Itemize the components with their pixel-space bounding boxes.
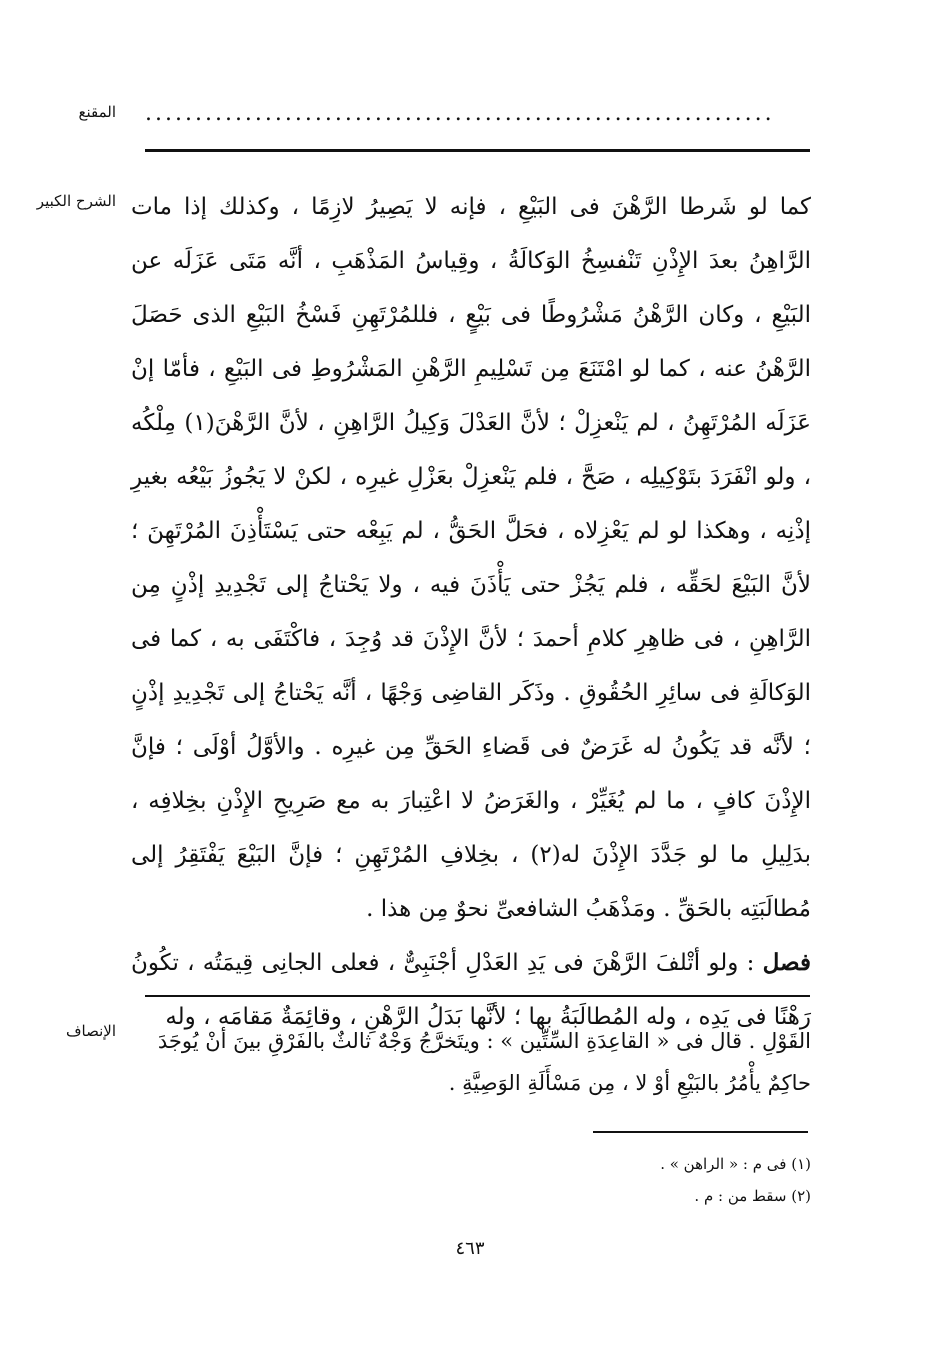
footnotes [411, 1148, 811, 1212]
header-rule [145, 149, 810, 152]
book-title: المقنع [78, 103, 116, 121]
footnote-1: (١) فى م : « الراهن » . [660, 1155, 811, 1173]
fasl-heading: فصل [762, 949, 811, 976]
footnote-2: (٢) سقط من : م . [694, 1187, 811, 1205]
header-dotted-leader: ............................................................... [145, 104, 775, 124]
main-commentary [131, 180, 811, 1044]
footnote-rule [593, 1131, 808, 1133]
section-divider [145, 995, 810, 997]
sharh-label: الشرح الكبير [36, 192, 116, 210]
page-number: ٤٦٣ [455, 1238, 485, 1259]
insaf-paragraph: القَوْلِ . قال فى « القاعِدَةِ السِّتِّين » : ويتَخرَّجُ وَجْهٌ ثالثٌ بالفَرْقِ بينَ أنْ يُوجَدَ حاكِمٌ يأْمُرُ بالبَيْعِ أوْ لا ، مِن مَسْأَلَةِ الوَصِيَّةِ . [157, 1029, 811, 1095]
fasl-text: : ولو أتْلفَ الرَّهْنَ فى يَدِ العَدْلِ أجْنَبِىٌّ ، فعلى الجانِى قِيمَتُه ، تكُونُ رَهْنًا فى يَدِه ، وله المُطالَبَةُ بها ؛ لأنَّها بَدَلُ الرَّهْنِ ، وقائِمَةٌ مَقامَه ، وله [131, 950, 811, 1030]
insaf-label: الإنصاف [65, 1022, 116, 1040]
insaf-section [131, 1020, 811, 1104]
commentary-paragraph: كما لو شَرطا الرَّهْنَ فى البَيْعِ ، فإنه لا يَصِيرُ لازِمًا ، وكذلك إذا مات الرَّاهِنُ بعدَ الإِذْنِ تَنْفسِخُ الوَكالَةُ ، وقِياسُ المَذْهَبِ ، أنَّه مَتَى عَزَلَه عن البَيْعِ ، وكان الرَّهْنُ مَشْرُوطًا فى بَيْعٍ ، فللمُرْتَهِنِ فَسْخُ البَيْعِ الذى حَصَلَ الرَّهْنُ عنه ، كما لو امْتَنَعَ مِن تَسْلِيمِ الرَّهْنِ المَشْرُوطِ فى البَيْعِ ، فأمّا إنْ عَزَلَه المُرْتَهِنُ ، لم يَنْعزِلْ ؛ لأنَّ العَدْلَ وَكِيلُ الرَّاهِنِ ، لأنَّ الرَّهْنَ(١) مِلْكُه ، ولو انْفَرَدَ بتَوْكِيلِه ، صَحَّ ، فلم يَنْعزِلْ بعَزْلِ غيرِه ، لكنْ لا يَجُوزُ بَيْعُه بغيرِ إذْنِه ، وهكذا لو لم يَعْزِلاه ، فحَلَّ الحَقُّ ، لم يَبِعْه حتى يَسْتَأْذِنَ المُرْتَهِنَ ؛ لأنَّ البَيْعَ لحَقِّه ، فلم يَجُزْ حتى يَأْذَنَ فيه ، ولا يَحْتاجُ إلى تَجْدِيدِ إذْنٍ مِن الرَّاهِنِ ، فى ظاهِرِ كلامِ أحمدَ ؛ لأنَّ الإِذْنَ قد وُجِدَ ، فاكْتَفَى به ، كما فى الوَكالَةِ فى سائِرِ الحُقُوقِ . وذَكَر القاضِى وَجْهًا ، أنَّه يَحْتاجُ إلى تَجْدِيدِ إذْنٍ ؛ لأنَّه قد يَكُونُ له غَرَضٌ فى قَضاءِ الحَقِّ مِن غيرِه . والأوَّلُ أوْلَى ؛ فإنَّ الإِذْنَ كافٍ ، ما لم يُغَيِّرْ ، والغَرَضُ لا اعْتِبارَ به مع صَرِيحِ الإِذْنِ بخِلافِه ، بدَلِيلِ ما لو جَدَّدَ الإِذْنَ له(٢) ، بخِلافِ المُرْتَهِنِ ؛ فإنَّ البَيْعَ يَفْتَقِرُ إلى مُطالَبَتِه بالحَقِّ . ومَذْهَبُ الشافعىِّ نحوٌ مِن هذا . [131, 194, 811, 922]
